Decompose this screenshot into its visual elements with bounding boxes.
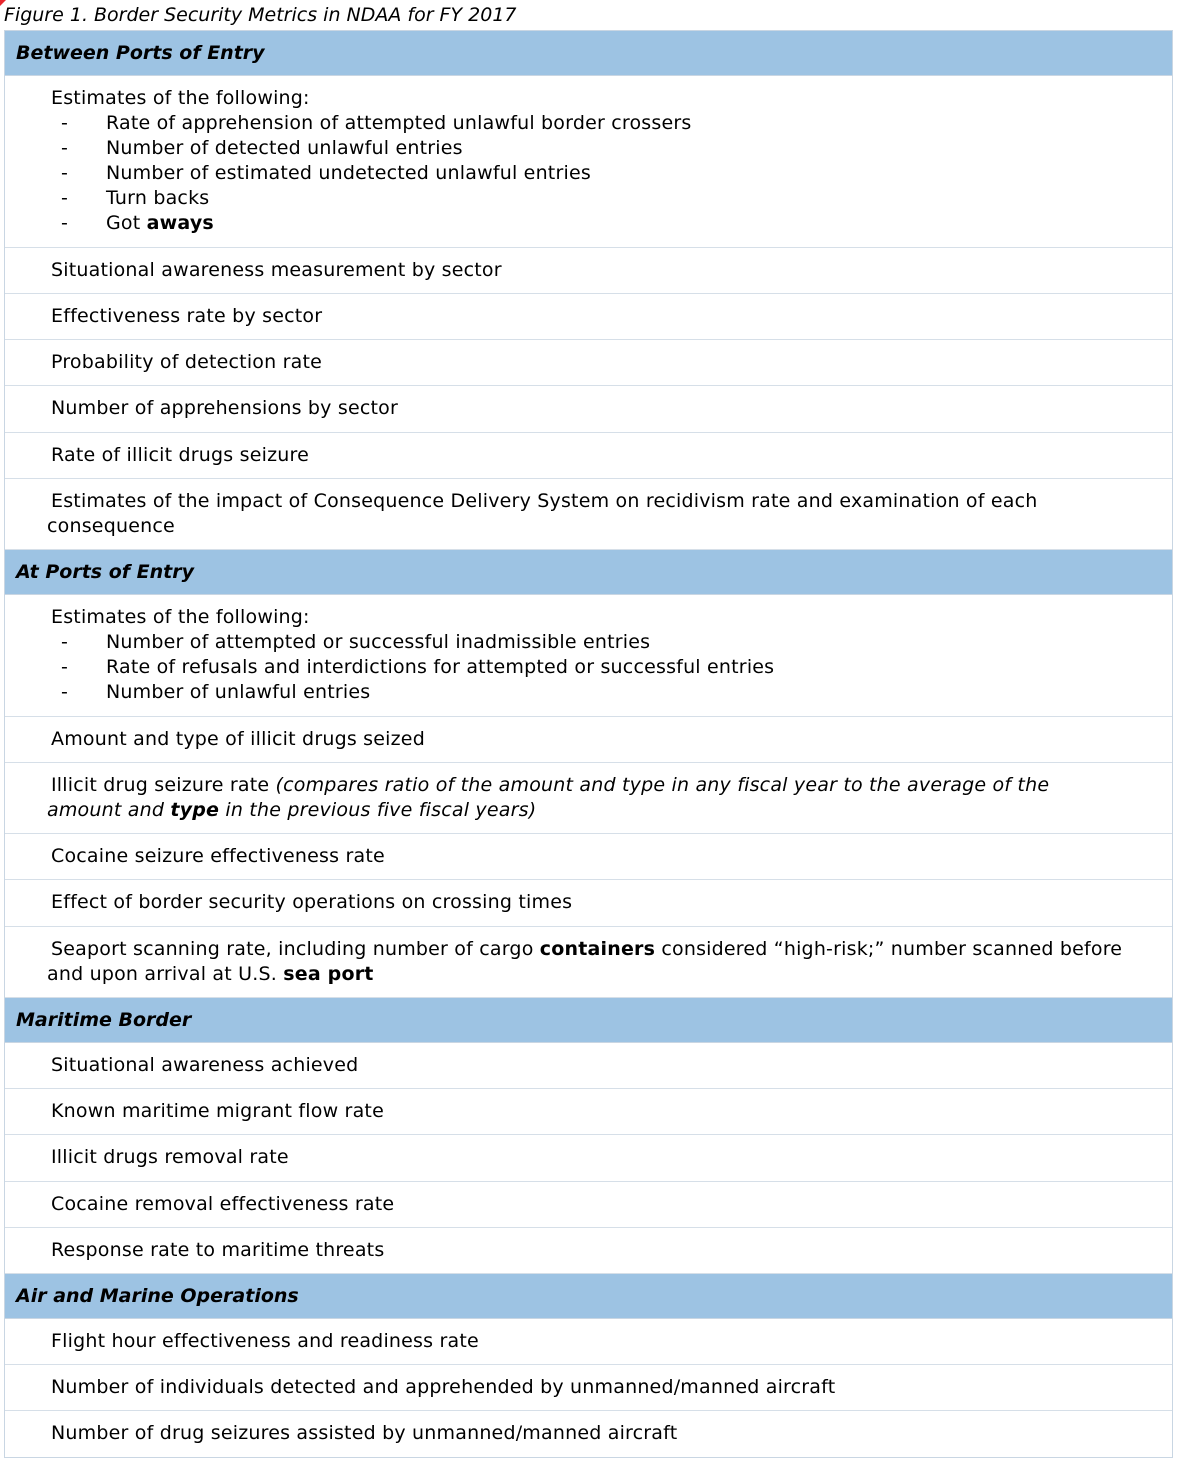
list-item: - Got aways	[61, 212, 214, 234]
row-text: Response rate to maritime threats	[51, 1239, 385, 1261]
list-item: - Turn backs	[61, 187, 210, 209]
table-row	[5, 834, 1172, 880]
bullet-dash: -	[61, 212, 69, 234]
table-row	[5, 340, 1172, 386]
table-row	[5, 433, 1172, 479]
row-text: Estimates of the impact of Consequence Delivery System on recidivism rate and examination of each	[51, 490, 1038, 512]
row-text: Rate of illicit drugs seizure	[51, 444, 309, 466]
bullet-dash: -	[61, 656, 69, 678]
bullet-dash: -	[61, 162, 69, 184]
table-row	[5, 76, 1172, 248]
metrics-table	[4, 30, 1173, 1458]
table-row	[5, 763, 1172, 834]
table-row	[5, 294, 1172, 340]
row-text: Effectiveness rate by sector	[51, 305, 323, 327]
section-header-between-ports: Between Ports of Entry	[5, 31, 1172, 76]
row-text: Illicit drugs removal rate	[51, 1146, 289, 1168]
list-item: - Number of estimated undetected unlawful entries	[61, 162, 591, 184]
row-text: Known maritime migrant flow rate	[51, 1100, 384, 1122]
row-text: Flight hour effectiveness and readiness rate	[51, 1330, 479, 1352]
list-item: - Rate of refusals and interdictions for attempted or successful entries	[61, 656, 775, 678]
row-text-wrap: and upon arrival at U.S. sea port	[47, 963, 374, 985]
bullet-dash: -	[61, 137, 69, 159]
list-item: - Number of attempted or successful inadmissible entries	[61, 631, 651, 653]
row-text: Illicit drug seizure rate (compares ratio of the amount and type in any fiscal year to the average of the	[51, 774, 1050, 796]
table-row	[5, 717, 1172, 763]
figure-caption: Figure 1. Border Security Metrics in NDAA for FY 2017	[4, 4, 517, 26]
bullet-dash: -	[61, 187, 69, 209]
table-row	[5, 1228, 1172, 1274]
table-row	[5, 1182, 1172, 1228]
bullet-dash: -	[61, 631, 69, 653]
list-item: - Number of detected unlawful entries	[61, 137, 463, 159]
list-item: - Number of unlawful entries	[61, 681, 371, 703]
bullet-dash: -	[61, 112, 69, 134]
table-row	[5, 1411, 1172, 1457]
table-row	[5, 1089, 1172, 1135]
section-header-maritime-border: Maritime Border	[5, 998, 1172, 1043]
list-item: - Rate of apprehension of attempted unlawful border crossers	[61, 112, 692, 134]
row-intro: Estimates of the following:	[51, 87, 310, 109]
row-text: Number of apprehensions by sector	[51, 397, 398, 419]
row-text: Number of drug seizures assisted by unmanned/manned aircraft	[51, 1422, 678, 1444]
table-row	[5, 248, 1172, 294]
table-row	[5, 595, 1172, 717]
row-text: Situational awareness measurement by sector	[51, 259, 502, 281]
section-header-air-marine: Air and Marine Operations	[5, 1274, 1172, 1319]
table-row	[5, 880, 1172, 927]
table-row	[5, 1365, 1172, 1411]
row-text: Seaport scanning rate, including number of cargo containers considered “high-risk;” number scanned before	[51, 938, 1123, 960]
table-row	[5, 927, 1172, 998]
row-text: Cocaine seizure effectiveness rate	[51, 845, 385, 867]
row-intro: Estimates of the following:	[51, 606, 310, 628]
row-text: Number of individuals detected and apprehended by unmanned/manned aircraft	[51, 1376, 836, 1398]
table-row	[5, 1135, 1172, 1182]
table-row	[5, 386, 1172, 433]
section-header-at-ports: At Ports of Entry	[5, 550, 1172, 595]
table-row	[5, 1319, 1172, 1365]
row-text: Effect of border security operations on crossing times	[51, 891, 573, 913]
row-text-wrap: consequence	[47, 515, 175, 537]
table-row	[5, 479, 1172, 550]
row-text: Probability of detection rate	[51, 351, 322, 373]
row-text-wrap: amount and type in the previous five fiscal years)	[47, 799, 537, 821]
bullet-dash: -	[61, 681, 69, 703]
row-text: Situational awareness achieved	[51, 1054, 359, 1076]
row-text: Amount and type of illicit drugs seized	[51, 728, 425, 750]
row-text: Cocaine removal effectiveness rate	[51, 1193, 395, 1215]
table-row	[5, 1043, 1172, 1089]
